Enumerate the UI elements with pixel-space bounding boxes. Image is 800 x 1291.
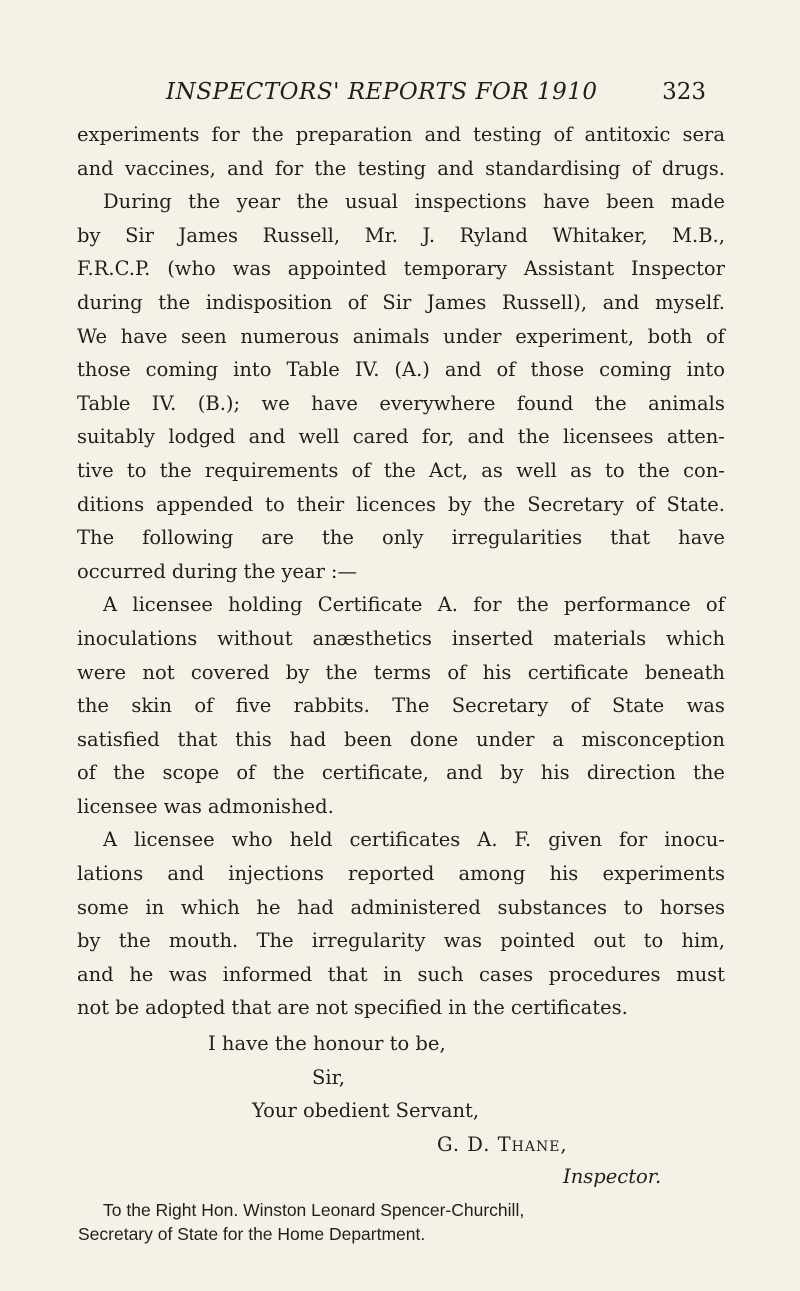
text-line: occurred during the year :— xyxy=(77,559,357,583)
text-line: licensee was admonished. xyxy=(77,794,334,818)
addressee-line-1: To the Right Hon. Winston Leonard Spencer-Churchill, xyxy=(103,1200,525,1220)
text-line: ditions appended to their licences by the Secretary of State. xyxy=(77,492,725,516)
signature: G. D. Thane, xyxy=(437,1133,568,1156)
addressee-line-2: Secretary of State for the Home Department. xyxy=(78,1224,426,1244)
text-line: suitably lodged and well cared for, and the licensees atten- xyxy=(77,425,725,449)
text-line: The following are the only irregularities that have xyxy=(77,526,725,550)
text-line: satisfied that this had been done under a misconception xyxy=(77,727,725,751)
closing-honour: I have the honour to be, xyxy=(208,1032,446,1055)
text-line: of the scope of the certificate, and by his direction the xyxy=(77,761,725,785)
text-line: Table IV. (B.); we have everywhere found the animals xyxy=(77,391,725,415)
signature-title: Inspector. xyxy=(563,1165,662,1188)
text-line: We have seen numerous animals under experiment, both of xyxy=(77,324,725,348)
text-line: A licensee holding Certificate A. for the performance of xyxy=(103,593,725,617)
text-line: the skin of five rabbits. The Secretary of State was xyxy=(77,694,725,718)
text-line: by the mouth. The irregularity was pointed out to him, xyxy=(77,929,725,953)
page-number: 323 xyxy=(662,79,706,105)
text-line: experiments for the preparation and testing of antitoxic sera xyxy=(77,123,725,146)
text-line: A licensee who held certificates A. F. given for inocu- xyxy=(103,828,725,852)
text-line: were not covered by the terms of his certificate beneath xyxy=(77,660,725,684)
text-line: During the year the usual inspections have been made xyxy=(103,190,725,214)
text-line: inoculations without anæsthetics inserted materials which xyxy=(77,626,725,650)
text-line: F.R.C.P. (who was appointed temporary Assistant Inspector xyxy=(77,257,725,281)
body-text xyxy=(77,118,725,1025)
text-line: tive to the requirements of the Act, as well as to the con- xyxy=(77,458,725,482)
text-line: and vaccines, and for the testing and standardising of drugs. xyxy=(77,156,725,180)
text-line: some in which he had administered substances to horses xyxy=(77,895,725,919)
text-line: those coming into Table IV. (A.) and of those coming into xyxy=(77,358,725,382)
text-line: by Sir James Russell, Mr. J. Ryland Whitaker, M.B., xyxy=(77,223,725,247)
text-line: during the indisposition of Sir James Russell), and myself. xyxy=(77,290,725,314)
closing-salutation: Sir, xyxy=(312,1066,345,1089)
running-title: INSPECTORS' REPORTS FOR 1910 xyxy=(166,79,598,105)
text-line: not be adopted that are not specified in the certificates. xyxy=(77,996,628,1020)
text-line: and he was informed that in such cases procedures must xyxy=(77,962,725,986)
addressee xyxy=(78,1198,525,1246)
running-head xyxy=(166,74,706,110)
text-line: lations and injections reported among his experiments xyxy=(77,862,725,886)
closing-valediction: Your obedient Servant, xyxy=(252,1099,480,1122)
